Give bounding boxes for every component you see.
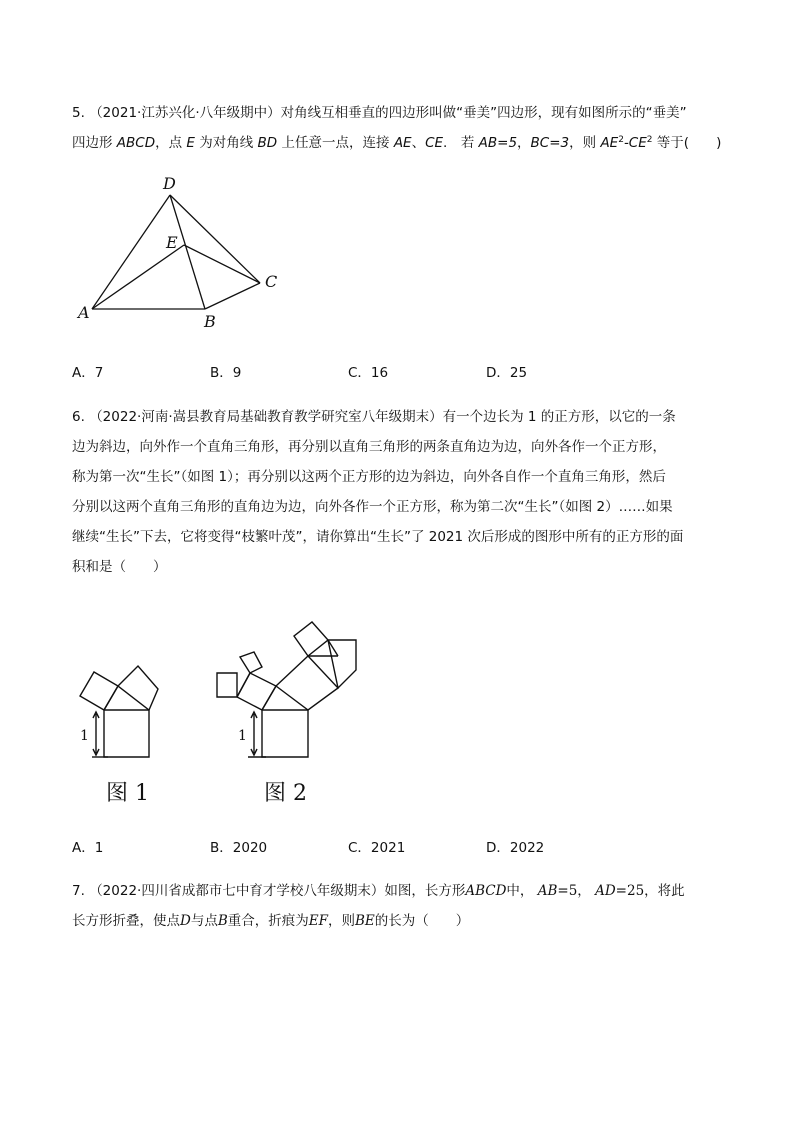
q5-option-a[interactable]: A．7 xyxy=(72,365,104,381)
figure-1-side-label: 1 xyxy=(80,728,89,744)
q6-option-a[interactable]: A．1 xyxy=(72,840,104,856)
q6-option-d[interactable]: D．2022 xyxy=(486,840,545,856)
q5-line-2: 四边形 ABCD，点 E 为对角线 BD 上任意一点，连接 AE、CE. 若 AB=5，BC=3，则 $AE^2-CE^2$ 等于( ) xyxy=(72,135,722,151)
q5-options xyxy=(72,361,772,381)
label-c: C xyxy=(265,272,278,291)
q6-line-2: 边为斜边，向外作一个直角三角形，再分别以直角三角形的两条直角边为边，向外各作一个正方形， xyxy=(72,439,666,455)
figure-2-side-label: 1 xyxy=(238,728,247,744)
q6-option-b[interactable]: B．2020 xyxy=(210,840,268,856)
edge-cb xyxy=(205,283,260,309)
q6-growth-figures xyxy=(72,612,392,812)
q6-line-1: 6. （2022·河南·嵩县教育局基础教育教学研究室八年级期末）有一个边长为 1 的正方形，以它的一条 xyxy=(72,409,676,425)
q7-line-2: 长方形折叠，使点D与点B重合，折痕为EF，则BE的长为（ ） xyxy=(72,913,470,929)
label-b: B xyxy=(204,312,216,331)
label-d: D xyxy=(163,174,176,193)
label-a: A xyxy=(78,303,90,322)
label-e: E xyxy=(166,233,178,252)
q6-options xyxy=(72,836,772,856)
q5-line-1: 5. （2021·江苏兴化·八年级期中）对角线互相垂直的四边形叫做“垂美”四边形，现有如图所示的“垂美” xyxy=(72,105,687,121)
q5-option-c[interactable]: C．16 xyxy=(348,365,389,381)
q5-quadrilateral-figure xyxy=(72,175,302,335)
figure-1-tree xyxy=(80,666,158,757)
figure-2-caption: 图 2 xyxy=(264,781,307,806)
q6-line-4: 分别以这两个直角三角形的直角边为边，向外各作一个正方形，称为第二次“生长”（如图 2）……如果 xyxy=(72,499,673,515)
q7-line-1: 7. （2022·四川省成都市七中育才学校八年级期末）如图，长方形ABCD中， AB=5， AD=25，将此 xyxy=(72,883,685,899)
figure-1-caption: 图 1 xyxy=(106,781,149,806)
q6-option-c[interactable]: C．2021 xyxy=(348,840,406,856)
q6-line-6: 积和是（ ） xyxy=(72,559,167,575)
q6-line-3: 称为第一次“生长”（如图 1）；再分别以这两个正方形的边为斜边，向外各自作一个直角三角形，然后 xyxy=(72,469,666,485)
q6-line-5: 继续“生长”下去，它将变得“枝繁叶茂”，请你算出“生长”了 2021 次后形成的图形中所有的正方形的面 xyxy=(72,529,684,545)
segment-ae xyxy=(92,245,184,309)
q5-option-d[interactable]: D．25 xyxy=(486,365,528,381)
edge-ad xyxy=(92,195,170,309)
q5-option-b[interactable]: B．9 xyxy=(210,365,242,381)
